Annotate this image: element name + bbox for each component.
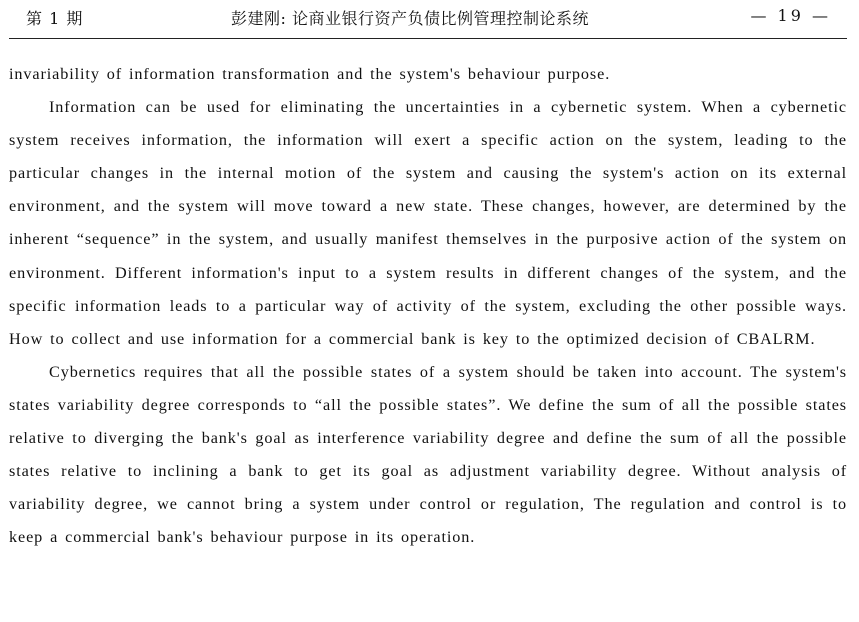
paragraph-continuation: invariability of information transformation and the system's behaviour purpose. (9, 65, 611, 83)
paragraph-information: Information can be used for eliminating the uncertainties in a cybernetic system. When a cybernetic system receives information, the information will exert a specific action on the system, leading to the particular changes in the internal motion of the system and causing the system's action on its external environment, and the system will move toward a new state. These changes, however, are determined by the inherent “sequence” in the system, and usually manifest themselves in the purposive action of the system on environment. Different information's input to a system results in different changes of the system, and the specific information leads to a particular way of activity of the system, excluding the other possible ways. How to collect and use information for a commercial bank is key to the optimized decision of CBALRM. (9, 98, 847, 348)
issue-number: 第 1 期 (26, 9, 84, 28)
body-text (9, 58, 847, 554)
running-header (26, 6, 831, 28)
page-number: — 19 — (750, 6, 831, 25)
header-rule (9, 38, 847, 39)
paragraph-cybernetics: Cybernetics requires that all the possible states of a system should be taken into account. The system's states variability degree corresponds to “all the possible states”. We define the sum of all the possible states relative to diverging the bank's goal as interference variability degree and define the sum of all the possible states relative to inclining a bank to get its goal as adjustment variability degree. Without analysis of variability degree, we cannot bring a system under control or regulation, The regulation and control is to keep a commercial bank's behaviour purpose in its operation. (9, 362, 847, 547)
running-title: 彭建刚: 论商业银行资产负债比例管理控制论系统 (231, 9, 589, 28)
